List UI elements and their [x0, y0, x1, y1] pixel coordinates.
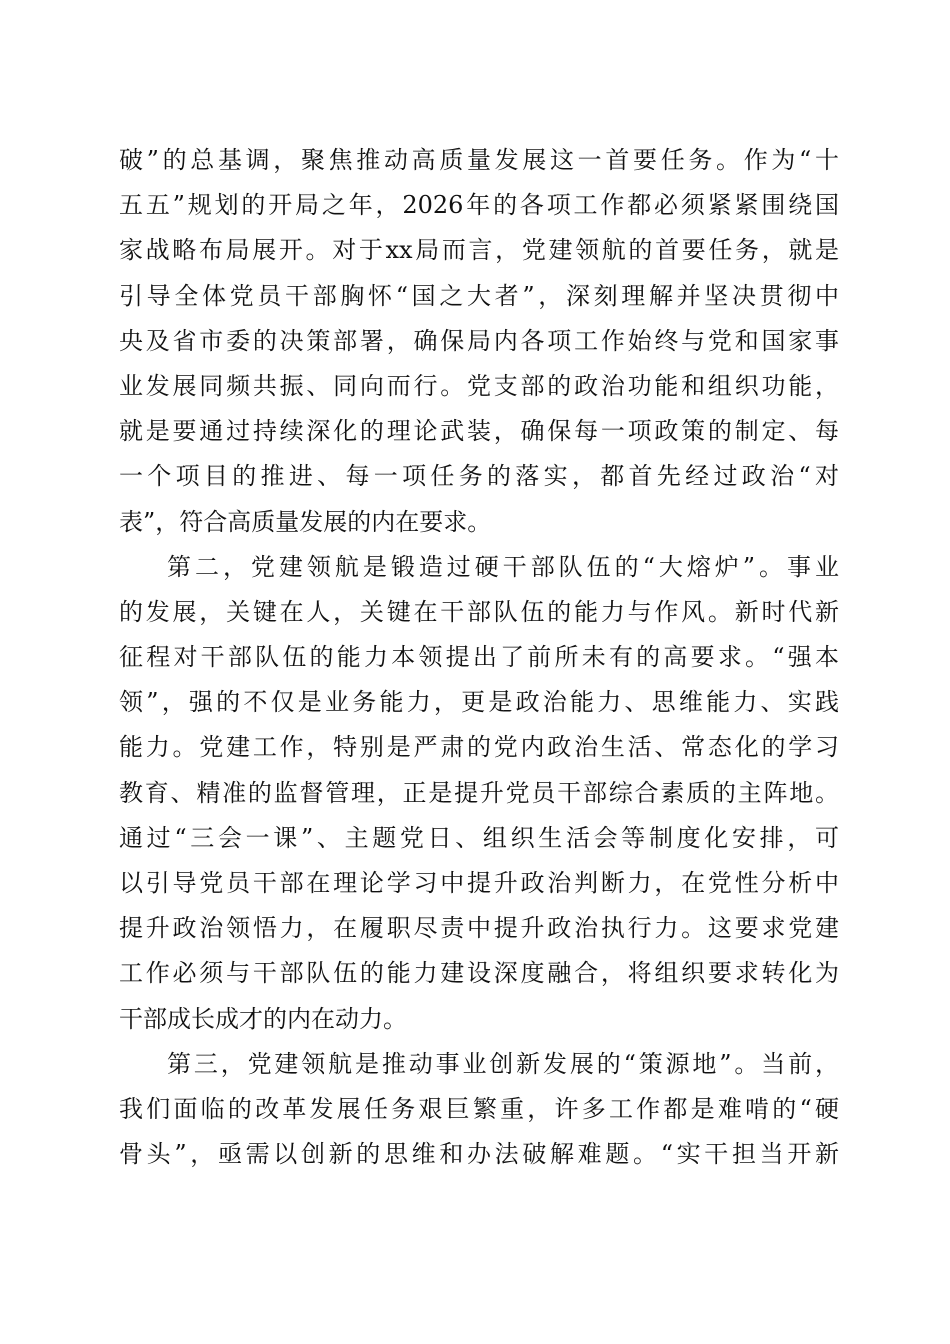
text-line: 教育、精准的监督管理，正是提升党员干部综合素质的主阵地。	[119, 778, 839, 807]
text-line: 工作必须与干部队伍的能力建设深度融合，将组织要求转化为	[119, 959, 839, 988]
text-line: 能力。党建工作，特别是严肃的党内政治生活、常态化的学习	[119, 733, 839, 762]
text-line: 一个项目的推进、每一项任务的落实，都首先经过政治“对	[119, 462, 839, 491]
text-line: 央及省市委的决策部署，确保局内各项工作始终与党和国家事	[119, 326, 839, 355]
document-body	[119, 138, 839, 1177]
text-line: 的发展，关键在人，关键在干部队伍的能力与作风。新时代新	[119, 597, 839, 626]
text-line: 通过“三会一课”、主题党日、组织生活会等制度化安排，可	[119, 823, 839, 852]
text-line: 以引导党员干部在理论学习中提升政治判断力，在党性分析中	[119, 869, 839, 897]
text-line: 引导全体党员干部胸怀“国之大者”，深刻理解并坚决贯彻中	[119, 281, 839, 310]
paragraph-first-line: 第三，党建领航是推动事业创新发展的“策源地”。当前，	[167, 1049, 839, 1078]
text-line: 破”的总基调，聚焦推动高质量发展这一首要任务。作为“十	[119, 146, 839, 174]
text-line: 骨头”，亟需以创新的思维和办法破解难题。“实干担当开新	[119, 1140, 839, 1169]
text-line: 业发展同频共振、同向而行。党支部的政治功能和组织功能，	[119, 371, 839, 400]
text-line: 就是要通过持续深化的理论武装，确保每一项政策的制定、每	[119, 417, 839, 446]
text-line: 我们面临的改革发展任务艰巨繁重，许多工作都是难啃的“硬	[119, 1094, 839, 1123]
text-line: 干部成长成才的内在动力。	[119, 1004, 407, 1033]
text-line: 领”，强的不仅是业务能力，更是政治能力、思维能力、实践	[119, 688, 839, 717]
text-line: 表”，符合高质量发展的内在要求。	[119, 507, 492, 536]
text-line: 五五”规划的开局之年，2026年的各项工作都必须紧紧围绕国	[119, 191, 839, 220]
paragraph-first-line: 第二，党建领航是锻造过硬干部队伍的“大熔炉”。事业	[167, 552, 839, 581]
text-line: 提升政治领悟力，在履职尽责中提升政治执行力。这要求党建	[119, 914, 839, 943]
text-line: 征程对干部队伍的能力本领提出了前所未有的高要求。“强本	[119, 643, 839, 672]
text-line: 家战略布局展开。对于xx局而言，党建领航的首要任务，就是	[119, 236, 839, 265]
